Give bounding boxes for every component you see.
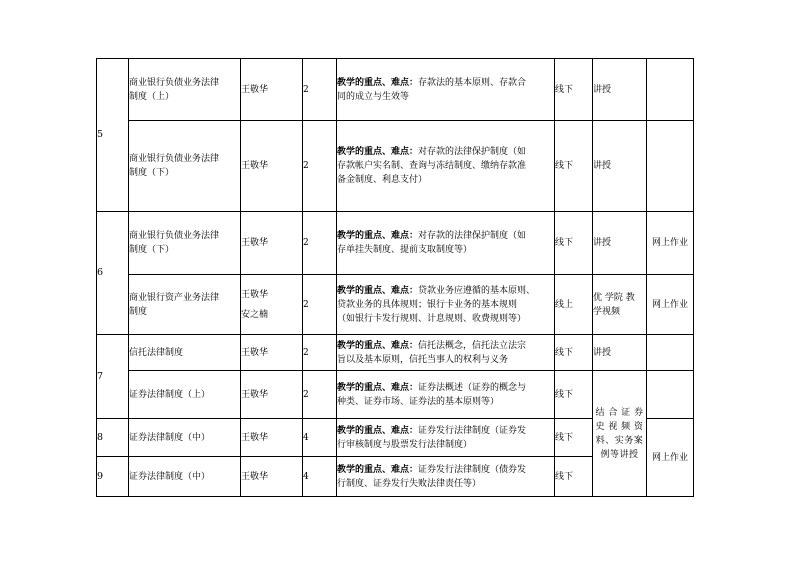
extra-cell bbox=[647, 121, 694, 212]
course-schedule-table bbox=[96, 58, 694, 497]
method-cell: 讲授 bbox=[593, 212, 647, 275]
hours-cell: 2 bbox=[303, 275, 337, 335]
week-number: 6 bbox=[97, 212, 129, 335]
teacher-cell: 王敬华 bbox=[241, 457, 303, 497]
hours-cell: 2 bbox=[303, 121, 337, 212]
content-cell: 教学的重点、难点：信托法概念，信托法立法宗 旨以及基本原则，信托当事人的权利与义务 bbox=[337, 335, 555, 371]
topic-cell: 证券法律制度（中） bbox=[129, 457, 241, 497]
hours-cell: 4 bbox=[303, 419, 337, 457]
hours-cell: 2 bbox=[303, 335, 337, 371]
table-row bbox=[97, 59, 694, 121]
method-cell: 讲授 bbox=[593, 335, 647, 371]
topic-cell: 信托法律制度 bbox=[129, 335, 241, 371]
hours-cell: 2 bbox=[303, 371, 337, 419]
mode-cell: 线下 bbox=[555, 457, 593, 497]
topic-cell: 商业银行负债业务法律 制度（上） bbox=[129, 59, 241, 121]
mode-cell: 线下 bbox=[555, 212, 593, 275]
topic-cell: 商业银行负债业务法律 制度（下） bbox=[129, 121, 241, 212]
week-number: 7 bbox=[97, 335, 129, 419]
mode-cell: 线下 bbox=[555, 335, 593, 371]
content-cell: 教学的重点、难点：证券发行法律制度（债券发 行制度、证券发行失败法律责任等） bbox=[337, 457, 555, 497]
extra-cell: 网上作业 bbox=[647, 275, 694, 335]
mode-cell: 线上 bbox=[555, 275, 593, 335]
hours-cell: 2 bbox=[303, 59, 337, 121]
content-cell: 教学的重点、难点：对存款的法律保护制度（如 存款帐户实名制、查询与冻结制度、缴纳存款准 备金制度、利息支付） bbox=[337, 121, 555, 212]
teacher-cell: 王敬华 bbox=[241, 335, 303, 371]
topic-cell: 商业银行负债业务法律 制度（下） bbox=[129, 212, 241, 275]
method-cell: 讲授 bbox=[593, 59, 647, 121]
extra-cell bbox=[647, 59, 694, 121]
extra-cell bbox=[647, 371, 694, 419]
topic-cell: 商业银行资产业务法律 制度 bbox=[129, 275, 241, 335]
content-cell: 教学的重点、难点：存款法的基本原则、存款合 同的成立与生效等 bbox=[337, 59, 555, 121]
teacher-cell: 王敬华 bbox=[241, 212, 303, 275]
content-cell: 教学的重点、难点：证券发行法律制度（证券发 行审核制度与股票发行法律制度） bbox=[337, 419, 555, 457]
mode-cell: 线下 bbox=[555, 371, 593, 419]
extra-cell: 网上作业 bbox=[647, 212, 694, 275]
week-number: 5 bbox=[97, 59, 129, 212]
table-row bbox=[97, 371, 694, 419]
content-cell: 教学的重点、难点：证券法概述（证券的概念与 种类、证券市场、证券法的基本原则等） bbox=[337, 371, 555, 419]
topic-cell: 证券法律制度（中） bbox=[129, 419, 241, 457]
mode-cell: 线下 bbox=[555, 419, 593, 457]
mode-cell: 线下 bbox=[555, 59, 593, 121]
teacher-cell: 王敬华 安之楠 bbox=[241, 275, 303, 335]
table-row bbox=[97, 275, 694, 335]
extra-cell-merged: 网上作业 bbox=[647, 419, 694, 497]
content-cell: 教学的重点、难点：对存款的法律保护制度（如 存单挂失制度、提前支取制度等） bbox=[337, 212, 555, 275]
week-number: 9 bbox=[97, 457, 129, 497]
content-cell: 教学的重点、难点：贷款业务应遵循的基本原则、 贷款业务的具体规则；银行卡业务的基本规则 （如银行卡发行规则、计息规则、收费规则等） bbox=[337, 275, 555, 335]
hours-cell: 2 bbox=[303, 212, 337, 275]
teacher-cell: 王敬华 bbox=[241, 419, 303, 457]
table-row bbox=[97, 212, 694, 275]
topic-cell: 证券法律制度（上） bbox=[129, 371, 241, 419]
table-row bbox=[97, 335, 694, 371]
method-cell: 优 学院 教 学视频 bbox=[593, 275, 647, 335]
method-cell: 讲授 bbox=[593, 121, 647, 212]
teacher-cell: 王敬华 bbox=[241, 59, 303, 121]
hours-cell: 4 bbox=[303, 457, 337, 497]
table-row bbox=[97, 121, 694, 212]
teacher-cell: 王敬华 bbox=[241, 121, 303, 212]
extra-cell bbox=[647, 335, 694, 371]
week-number: 8 bbox=[97, 419, 129, 457]
method-cell-merged: 结 合 证 券 史 视 频 资 料、实务案 例等讲授 bbox=[593, 371, 647, 497]
mode-cell: 线下 bbox=[555, 121, 593, 212]
teacher-cell: 王敬华 bbox=[241, 371, 303, 419]
